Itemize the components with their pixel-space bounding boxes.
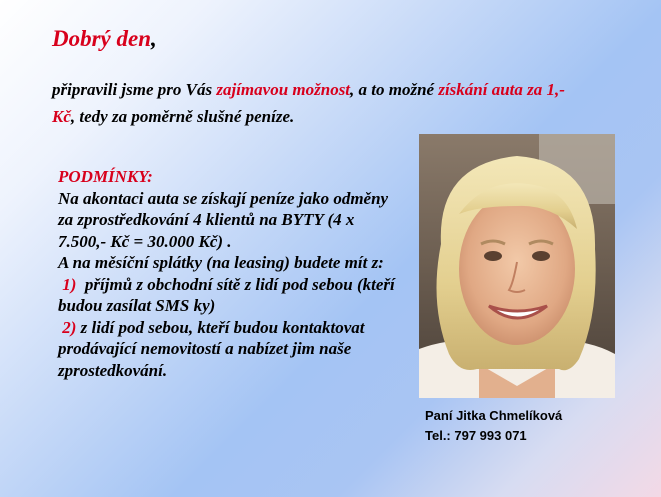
conditions-item-2-text: z lidí pod sebou, kteří budou kontaktovat prodávající nemovitostí a nabízet jim naše zprostedkování.	[58, 317, 365, 380]
intro-part3: , tedy za poměrně slušné peníze.	[70, 107, 295, 126]
intro-paragraph	[52, 76, 592, 130]
contact-name: Paní Jitka Chmelíková	[425, 408, 563, 423]
conditions-item-1-number: 1)	[62, 274, 77, 294]
portrait-photo	[419, 134, 615, 398]
portrait-illustration	[419, 134, 615, 398]
greeting-comma: ,	[151, 26, 157, 51]
conditions-block	[58, 166, 398, 381]
conditions-heading: PODMÍNKY:	[58, 167, 153, 186]
greeting-text: Dobrý den	[52, 26, 152, 51]
conditions-item-1	[58, 274, 398, 317]
conditions-item-2-number: 2)	[62, 317, 77, 337]
conditions-item-2	[58, 317, 398, 382]
conditions-paragraph-deposit: Na akontaci auta se získají peníze jako odměny za zprostředkování 4 klientů na BYTY (4 x 7.500,- Kč = 30.000 Kč) .	[58, 188, 389, 251]
contact-phone: Tel.: 797 993 071	[425, 428, 527, 443]
intro-highlight-opportunity: zajímavou možnost	[216, 80, 351, 99]
intro-part2: , a to možné	[350, 80, 439, 99]
conditions-item-1-text: příjmů z obchodní sítě z lidí pod sebou (kteří budou zasílat SMS ky)	[58, 274, 395, 315]
contact-caption	[425, 406, 562, 446]
intro-highlight-car-offer: získání auta za 1,- Kč	[52, 80, 565, 126]
greeting-heading	[52, 26, 157, 52]
intro-part1: připravili jsme pro Vás	[52, 80, 217, 99]
conditions-paragraph-installments: A na měsíční splátky (na leasing) budete mít z:	[58, 253, 384, 272]
